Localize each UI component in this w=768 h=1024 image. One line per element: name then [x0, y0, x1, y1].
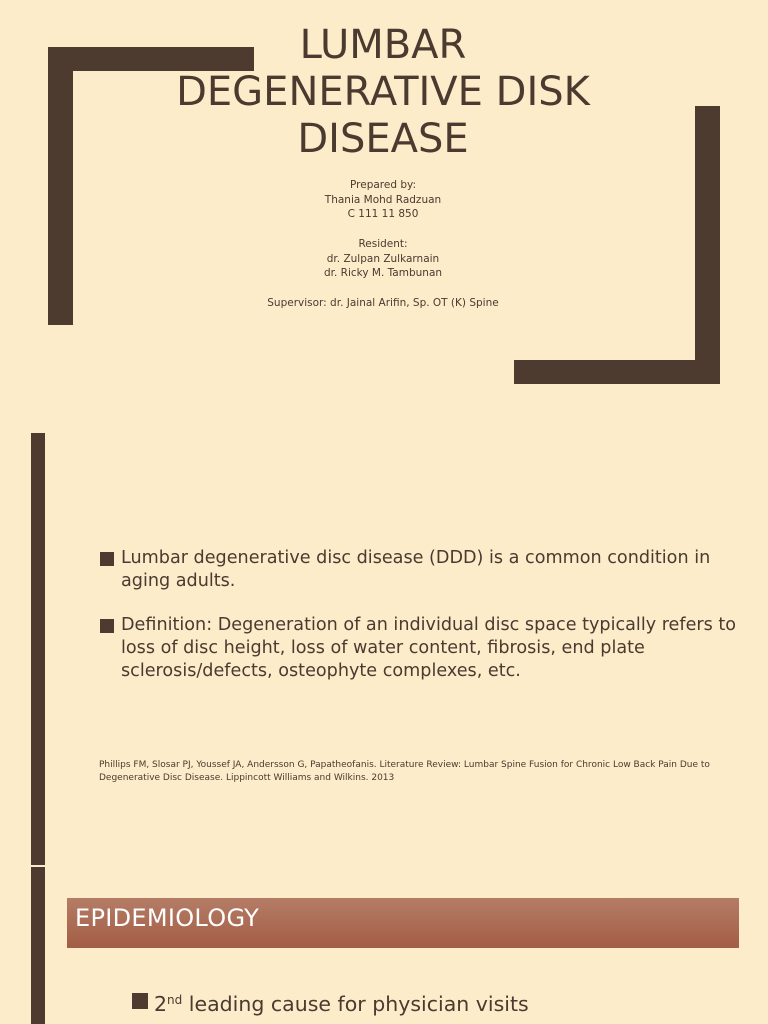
- bullet-text: Lumbar degenerative disc disease (DDD) is a common condition in aging adults.: [121, 548, 711, 591]
- info-line: C 111 11 850: [347, 208, 419, 221]
- info-line: dr. Ricky M. Tambunan: [323, 267, 443, 280]
- bullet-superscript: nd: [167, 993, 183, 1007]
- slide3-left-accent-bar: [31, 867, 45, 1024]
- info-line: Supervisor: dr. Jainal Arifin, Sp. OT (K) Spine: [267, 296, 499, 309]
- section-header-text: EPIDEMIOLOGY: [75, 904, 260, 932]
- list-item: [132, 986, 529, 1018]
- frame-bottom-right-horizontal: [514, 360, 720, 384]
- square-bullet-icon: [132, 993, 148, 1009]
- title-line: DEGENERATIVE DISK: [176, 69, 590, 115]
- info-line: Prepared by:: [350, 179, 416, 191]
- section-header: [67, 898, 739, 948]
- frame-top-left-vertical: [48, 47, 73, 325]
- bullet-text: Definition: Degeneration of an individual disc space typically refers to loss of disc height, loss of water content, fibrosis, end plate sclerosis/defects, osteophyte complexes, etc.: [121, 615, 737, 681]
- bullet-number: 2: [154, 992, 168, 1016]
- info-line: Thania Mohd Radzuan: [324, 193, 442, 206]
- reference-citation: Phillips FM, Slosar PJ, Youssef JA, Andersson G, Papatheofanis. Literature Review: Lumbar Spine Fusion for Chronic Low Back Pain Due to Degenerative Disc Disease. Lippincott Williams and Wilkins. 2013: [99, 760, 710, 783]
- info-line: [200, 281, 566, 296]
- slide-title: [100, 22, 666, 163]
- square-bullet-icon: [100, 619, 114, 633]
- presenter-info: [200, 178, 566, 310]
- info-line: [200, 222, 566, 237]
- slide2-left-accent-bar: [31, 433, 45, 865]
- title-line: LUMBAR: [299, 22, 467, 68]
- info-line: Resident:: [358, 237, 408, 250]
- bullet-text: leading cause for physician visits: [182, 992, 529, 1016]
- frame-bottom-right-vertical: [695, 106, 720, 384]
- info-line: dr. Zulpan Zulkarnain: [326, 252, 440, 265]
- list-item: [100, 547, 740, 593]
- title-line: DISEASE: [297, 116, 469, 162]
- list-item: [100, 614, 740, 683]
- square-bullet-icon: [100, 552, 114, 566]
- bullet-list: [100, 547, 740, 704]
